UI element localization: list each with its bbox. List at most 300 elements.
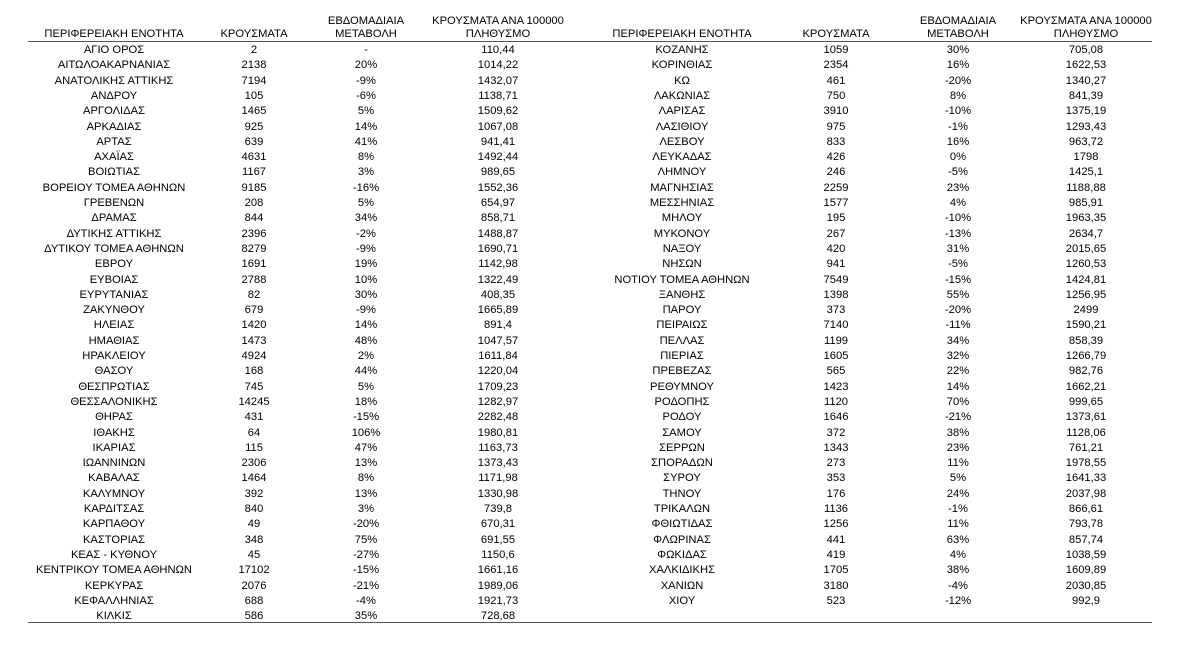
left-region-cell: ΚΑΛΥΜΝΟΥ — [82, 487, 146, 500]
right-weekly-change-cell: -10% — [944, 105, 972, 118]
header-cases-label: ΚΡΟΥΣΜΑΤΑ — [220, 28, 288, 40]
left-per100k-cell: 1322,49 — [477, 273, 519, 286]
right-weekly-change-cell: 70% — [946, 395, 970, 408]
right-per100k-cell: 2030,85 — [1065, 579, 1107, 592]
right-per100k-cell: 761,21 — [1068, 441, 1104, 454]
right-region-cell: ΧΙΟΥ — [668, 594, 696, 607]
header-per100k-line2: ΠΛΗΘΥΣΜΟ — [465, 28, 531, 40]
left-per100k-cell: 1282,97 — [477, 395, 519, 408]
left-per100k-cell: 1142,98 — [478, 258, 518, 271]
right-per100k-cell: 857,74 — [1068, 533, 1104, 546]
right-per100k-cell: 1375,19 — [1065, 105, 1107, 118]
table-row — [28, 487, 1152, 502]
right-region-cell: ΡΟΔΟΠΗΣ — [654, 395, 710, 408]
table-row — [28, 273, 1152, 288]
right-cases-cell: 1577 — [823, 197, 849, 209]
left-cases-cell: 4631 — [241, 151, 267, 164]
left-per100k-cell: 408,35 — [480, 288, 516, 301]
header-per100k-left — [424, 12, 572, 41]
right-weekly-change-cell: -20% — [944, 304, 972, 317]
right-per100k-cell: 1266,79 — [1065, 350, 1107, 362]
left-weekly-change-cell: -15% — [352, 564, 380, 577]
left-cases-cell: 4924 — [241, 350, 267, 362]
left-weekly-change-cell: -27% — [352, 548, 380, 561]
table-row — [28, 120, 1152, 135]
right-per100k-cell: 999,65 — [1068, 395, 1104, 408]
right-weekly-change-cell: 30% — [946, 44, 970, 56]
header-cases-right — [776, 12, 896, 41]
left-cases-cell: 688 — [244, 594, 264, 607]
table-row — [28, 196, 1152, 211]
left-cases-cell: 8279 — [241, 242, 267, 255]
table-row — [28, 58, 1152, 73]
left-weekly-change-cell: 5% — [357, 105, 375, 118]
right-region-cell: ΜΗΛΟΥ — [661, 212, 703, 225]
left-region-cell: ΘΑΣΟΥ — [94, 365, 134, 378]
left-weekly-change-cell: 35% — [354, 610, 378, 623]
left-cases-cell: 1167 — [241, 166, 267, 179]
left-region-cell: ΚΕΝΤΡΙΚΟΥ ΤΟΜΕΑ ΑΘΗΝΩΝ — [35, 564, 192, 577]
left-weekly-change-cell: - — [364, 44, 368, 56]
left-weekly-change-cell: -21% — [352, 579, 380, 592]
table-row — [28, 471, 1152, 486]
left-cases-cell: 208 — [244, 197, 264, 209]
left-per100k-cell: 1067,08 — [477, 120, 519, 133]
left-region-cell: ΙΩΑΝΝΙΝΩΝ — [82, 457, 146, 470]
right-cases-cell: 1059 — [823, 44, 849, 56]
right-per100k-cell: 1293,43 — [1065, 120, 1107, 133]
left-cases-cell: 2306 — [241, 457, 267, 470]
left-per100k-cell: 1432,07 — [477, 74, 519, 87]
right-weekly-change-cell: 11% — [947, 518, 969, 531]
left-per100k-cell: 110,44 — [481, 44, 515, 56]
table-row — [28, 502, 1152, 517]
table-row — [28, 456, 1152, 471]
table-row — [28, 227, 1152, 242]
header-weekly-change-right — [896, 12, 1020, 41]
table-row — [28, 441, 1152, 456]
left-per100k-cell: 1661,16 — [477, 564, 519, 577]
left-weekly-change-cell: 8% — [357, 151, 375, 164]
right-weekly-change-cell: 55% — [946, 288, 970, 301]
header-weekly-change-line2: ΜΕΤΑΒΟΛΗ — [927, 28, 989, 40]
table-row — [28, 395, 1152, 410]
right-cases-cell: 419 — [826, 548, 846, 561]
left-weekly-change-cell: 41% — [354, 135, 378, 148]
right-per100k-cell: 1609,89 — [1065, 564, 1107, 577]
right-cases-cell: 1136 — [823, 503, 849, 515]
left-region-cell: ΔΥΤΙΚΗΣ ΑΤΤΙΚΗΣ — [66, 227, 162, 240]
left-per100k-cell: 1709,23 — [477, 380, 519, 393]
right-cases-cell: 420 — [826, 242, 846, 255]
left-weekly-change-cell: -9% — [356, 304, 376, 317]
left-region-cell: ΚΙΛΚΙΣ — [96, 610, 132, 623]
right-per100k-cell: 1662,21 — [1065, 380, 1107, 393]
right-weekly-change-cell: 14% — [946, 380, 970, 393]
left-region-cell: ΑΧΑΪΑΣ — [94, 151, 134, 164]
left-region-cell: ΚΑΡΔΙΤΣΑΣ — [83, 503, 145, 515]
left-per100k-cell: 1014,22 — [477, 59, 519, 72]
left-cases-cell: 1464 — [241, 472, 267, 485]
right-weekly-change-cell: -1% — [948, 120, 968, 133]
left-cases-cell: 586 — [244, 610, 264, 623]
right-weekly-change-cell: 0% — [949, 151, 967, 164]
right-region-cell: ΚΟΡΙΝΘΙΑΣ — [651, 59, 713, 72]
left-per100k-cell: 891,4 — [484, 319, 512, 332]
right-cases-cell: 7549 — [823, 273, 849, 286]
right-region-cell: ΣΕΡΡΩΝ — [659, 441, 705, 454]
left-weekly-change-cell: 3% — [357, 503, 375, 515]
left-per100k-cell: 1150,6 — [481, 548, 515, 561]
right-region-cell: ΝΑΞΟΥ — [662, 242, 702, 255]
left-cases-cell: 1473 — [241, 334, 267, 347]
left-cases-cell: 2788 — [241, 273, 267, 286]
right-per100k-cell: 982,76 — [1068, 365, 1104, 378]
right-region-cell: ΠΡΕΒΕΖΑΣ — [652, 365, 712, 378]
right-weekly-change-cell: 16% — [946, 135, 970, 148]
left-weekly-change-cell: 44% — [354, 365, 378, 378]
header-region-label: ΠΕΡΙΦΕΡΕΙΑΚΗ ΕΝΟΤΗΤΑ — [44, 28, 184, 40]
left-weekly-change-cell: 19% — [354, 258, 378, 271]
left-region-cell: ΘΕΣΣΑΛΟΝΙΚΗΣ — [70, 395, 158, 408]
table-row — [28, 318, 1152, 333]
header-region-label: ΠΕΡΙΦΕΡΕΙΑΚΗ ΕΝΟΤΗΤΑ — [612, 28, 752, 40]
left-cases-cell: 2076 — [241, 579, 267, 592]
left-per100k-cell: 1138,71 — [478, 89, 518, 102]
table-row — [28, 242, 1152, 257]
right-weekly-change-cell: -21% — [944, 411, 972, 424]
left-region-cell: ΗΡΑΚΛΕΙΟΥ — [82, 350, 146, 362]
left-per100k-cell: 739,8 — [484, 503, 512, 515]
right-region-cell: ΛΑΚΩΝΙΑΣ — [653, 89, 711, 102]
table-row — [28, 43, 1152, 58]
table-row — [28, 349, 1152, 364]
left-region-cell: ΘΕΣΠΡΩΤΙΑΣ — [78, 380, 150, 393]
right-weekly-change-cell: -10% — [944, 212, 972, 225]
right-per100k-cell: 793,78 — [1068, 518, 1104, 531]
left-weekly-change-cell: 48% — [354, 334, 378, 347]
left-region-cell: ΒΟΡΕΙΟΥ ΤΟΜΕΑ ΑΘΗΝΩΝ — [42, 181, 186, 194]
header-weekly-change-line2: ΜΕΤΑΒΟΛΗ — [335, 28, 397, 40]
table-row — [28, 211, 1152, 226]
right-weekly-change-cell: 31% — [946, 242, 970, 255]
left-cases-cell: 1691 — [241, 258, 267, 271]
header-per100k-line1: ΚΡΟΥΣΜΑΤΑ ΑΝΑ 100000 — [432, 15, 564, 27]
left-per100k-cell: 941,41 — [480, 135, 516, 148]
left-region-cell: ΚΕΡΚΥΡΑΣ — [84, 579, 144, 592]
right-cases-cell: 1343 — [823, 441, 849, 454]
right-per100k-cell: 1622,53 — [1065, 59, 1107, 72]
header-per100k-line2: ΠΛΗΘΥΣΜΟ — [1053, 28, 1119, 40]
left-region-cell: ΒΟΙΩΤΙΑΣ — [88, 166, 140, 179]
right-region-cell: ΠΙΕΡΙΑΣ — [660, 350, 704, 362]
right-cases-cell: 373 — [826, 304, 846, 317]
right-per100k-cell: 1188,88 — [1066, 181, 1106, 194]
right-cases-cell: 565 — [826, 365, 846, 378]
table-row — [28, 594, 1152, 609]
right-per100k-cell: 1340,27 — [1065, 74, 1107, 87]
left-per100k-cell: 1980,81 — [477, 426, 519, 439]
left-per100k-cell: 728,68 — [480, 610, 516, 623]
right-per100k-cell: 1373,61 — [1065, 411, 1107, 424]
left-weekly-change-cell: 20% — [354, 59, 378, 72]
left-region-cell: ΚΑΒΑΛΑΣ — [88, 472, 140, 485]
left-region-cell: ΑΙΤΩΛΟΑΚΑΡΝΑΝΙΑΣ — [57, 59, 171, 72]
left-per100k-cell: 1047,57 — [477, 334, 519, 347]
left-weekly-change-cell: 75% — [354, 533, 378, 546]
left-cases-cell: 925 — [244, 120, 264, 133]
left-region-cell: ΚΕΑΣ - ΚΥΘΝΟΥ — [70, 548, 158, 561]
left-cases-cell: 840 — [244, 503, 264, 515]
right-cases-cell: 1199 — [823, 334, 849, 347]
left-region-cell: ΑΝΑΤΟΛΙΚΗΣ ΑΤΤΙΚΗΣ — [54, 74, 174, 87]
left-per100k-cell: 1509,62 — [477, 105, 519, 118]
right-cases-cell: 441 — [826, 533, 846, 546]
left-cases-cell: 105 — [244, 89, 264, 102]
left-region-cell: ΕΥΡΥΤΑΝΙΑΣ — [79, 288, 149, 301]
right-cases-cell: 833 — [826, 135, 846, 148]
table-row — [28, 150, 1152, 165]
right-weekly-change-cell: 38% — [946, 426, 970, 439]
right-per100k-cell: 1128,06 — [1066, 426, 1106, 439]
right-per100k-cell: 2499 — [1073, 304, 1099, 317]
right-region-cell: ΛΕΣΒΟΥ — [659, 135, 705, 148]
header-weekly-change-left — [308, 12, 424, 41]
right-per100k-cell: 1590,21 — [1065, 319, 1107, 332]
left-per100k-cell: 1373,43 — [477, 457, 519, 470]
right-cases-cell: 975 — [826, 120, 846, 133]
right-cases-cell: 3910 — [823, 105, 849, 118]
right-region-cell: ΧΑΛΚΙΔΙΚΗΣ — [648, 564, 715, 577]
right-per100k-cell: 1425,1 — [1068, 166, 1104, 179]
right-weekly-change-cell: 23% — [946, 441, 970, 454]
right-per100k-cell: 2037,98 — [1065, 487, 1107, 500]
right-weekly-change-cell: 4% — [949, 197, 967, 209]
left-region-cell: ΚΕΦΑΛΛΗΝΙΑΣ — [74, 594, 154, 607]
right-weekly-change-cell: -5% — [948, 258, 968, 271]
right-region-cell: ΛΑΡΙΣΑΣ — [658, 105, 706, 118]
table-row — [28, 181, 1152, 196]
right-weekly-change-cell: 22% — [946, 365, 970, 378]
left-cases-cell: 168 — [244, 365, 264, 378]
right-cases-cell: 2354 — [823, 59, 849, 72]
left-region-cell: ΕΒΡΟΥ — [94, 258, 134, 271]
left-region-cell: ΑΓΙΟ ΟΡΟΣ — [83, 44, 145, 56]
left-per100k-cell: 1690,71 — [477, 242, 519, 255]
left-weekly-change-cell: 34% — [354, 212, 378, 225]
right-cases-cell: 176 — [826, 487, 846, 500]
left-weekly-change-cell: 47% — [354, 441, 378, 454]
right-weekly-change-cell: 5% — [949, 472, 967, 485]
table-bottom-divider — [28, 622, 1152, 623]
table-row — [28, 579, 1152, 594]
left-cases-cell: 745 — [244, 380, 264, 393]
right-cases-cell: 372 — [826, 426, 846, 439]
right-cases-cell: 353 — [826, 472, 846, 485]
left-per100k-cell: 1220,04 — [477, 365, 519, 378]
table-row — [28, 104, 1152, 119]
right-per100k-cell: 985,91 — [1068, 197, 1104, 209]
right-per100k-cell: 963,72 — [1068, 135, 1104, 148]
left-region-cell: ΗΜΑΘΙΑΣ — [88, 334, 140, 347]
right-weekly-change-cell: 4% — [949, 548, 967, 561]
header-weekly-change-line1: ΕΒΔΟΜΑΔΙΑΙΑ — [327, 15, 405, 27]
right-weekly-change-cell: 34% — [946, 334, 970, 347]
left-per100k-cell: 691,55 — [480, 533, 516, 546]
table-row — [28, 380, 1152, 395]
right-per100k-cell: 2015,65 — [1065, 242, 1107, 255]
right-region-cell: ΦΛΩΡΙΝΑΣ — [653, 533, 711, 546]
table-row — [28, 135, 1152, 150]
right-cases-cell: 1605 — [823, 350, 849, 362]
left-per100k-cell: 1492,44 — [477, 151, 519, 164]
right-cases-cell: 1256 — [823, 518, 849, 531]
header-region-left — [28, 12, 200, 41]
right-region-cell: ΦΘΙΩΤΙΔΑΣ — [651, 518, 713, 531]
right-weekly-change-cell: 63% — [946, 533, 970, 546]
left-region-cell: ΖΑΚΥΝΘΟΥ — [83, 304, 145, 317]
right-cases-cell: 1423 — [823, 380, 849, 393]
left-per100k-cell: 1921,73 — [477, 594, 519, 607]
right-per100k-cell: 1978,55 — [1065, 457, 1107, 470]
right-region-cell: ΣΑΜΟΥ — [662, 426, 702, 439]
right-per100k-cell: 992,9 — [1072, 594, 1100, 607]
left-cases-cell: 348 — [244, 533, 264, 546]
right-cases-cell: 1646 — [823, 411, 849, 424]
left-weekly-change-cell: 8% — [357, 472, 375, 485]
right-weekly-change-cell: 11% — [947, 457, 969, 470]
left-weekly-change-cell: -16% — [352, 181, 380, 194]
left-per100k-cell: 1665,89 — [477, 304, 519, 317]
left-cases-cell: 431 — [244, 411, 264, 424]
left-weekly-change-cell: 14% — [354, 120, 378, 133]
right-per100k-cell: 841,39 — [1068, 89, 1104, 102]
left-region-cell: ΚΑΣΤΟΡΙΑΣ — [82, 533, 146, 546]
right-region-cell: ΛΕΥΚΑΔΑΣ — [652, 151, 712, 164]
right-region-cell: ΜΥΚΟΝΟΥ — [653, 227, 711, 240]
right-per100k-cell: 858,39 — [1068, 334, 1104, 347]
left-weekly-change-cell: 5% — [357, 197, 375, 209]
right-weekly-change-cell: 23% — [946, 181, 970, 194]
right-region-cell: ΛΗΜΝΟΥ — [657, 166, 707, 179]
right-weekly-change-cell: 32% — [946, 350, 970, 362]
left-region-cell: ΚΑΡΠΑΘΟΥ — [82, 518, 146, 531]
left-region-cell: ΙΚΑΡΙΑΣ — [92, 441, 136, 454]
right-weekly-change-cell: -1% — [948, 503, 968, 515]
left-cases-cell: 115 — [245, 441, 263, 454]
left-weekly-change-cell: -2% — [356, 227, 376, 240]
right-region-cell: ΜΑΓΝΗΣΙΑΣ — [650, 181, 714, 194]
right-region-cell: ΜΕΣΣΗΝΙΑΣ — [649, 197, 715, 209]
right-cases-cell: 1398 — [823, 288, 849, 301]
left-per100k-cell: 1488,87 — [477, 227, 519, 240]
left-weekly-change-cell: 10% — [354, 273, 378, 286]
left-cases-cell: 82 — [247, 288, 261, 301]
right-region-cell: ΚΩ — [674, 74, 690, 87]
right-region-cell: ΝΗΣΩΝ — [662, 258, 702, 271]
left-weekly-change-cell: 14% — [354, 319, 378, 332]
right-region-cell: ΠΕΛΛΑΣ — [659, 334, 705, 347]
right-per100k-cell: 1256,95 — [1065, 288, 1107, 301]
right-cases-cell: 523 — [826, 594, 846, 607]
header-weekly-change-line1: ΕΒΔΟΜΑΔΙΑΙΑ — [919, 15, 997, 27]
right-per100k-cell: 866,61 — [1068, 503, 1104, 515]
header-per100k-right — [1020, 12, 1152, 41]
table-row — [28, 165, 1152, 180]
left-region-cell: ΘΗΡΑΣ — [95, 411, 133, 424]
left-per100k-cell: 1989,06 — [477, 579, 519, 592]
right-per100k-cell: 1038,59 — [1065, 548, 1107, 561]
table-row — [28, 426, 1152, 441]
right-region-cell: ΡΕΘΥΜΝΟΥ — [650, 380, 714, 393]
right-region-cell: ΛΑΣΙΘΙΟΥ — [655, 120, 709, 133]
left-weekly-change-cell: -9% — [356, 74, 376, 87]
right-region-cell: ΦΩΚΙΔΑΣ — [657, 548, 707, 561]
table-row — [28, 303, 1152, 318]
right-region-cell: ΝΟΤΙΟΥ ΤΟΜΕΑ ΑΘΗΝΩΝ — [614, 273, 750, 286]
left-weekly-change-cell: 13% — [354, 457, 378, 470]
left-region-cell: ΙΘΑΚΗΣ — [93, 426, 135, 439]
header-cases-left — [200, 12, 308, 41]
right-per100k-cell: 1798 — [1073, 151, 1099, 164]
header-divider — [28, 41, 1152, 42]
left-per100k-cell: 1611,84 — [478, 350, 518, 362]
left-cases-cell: 392 — [244, 487, 264, 500]
left-cases-cell: 639 — [244, 135, 264, 148]
left-cases-cell: 49 — [247, 518, 261, 531]
table-row — [28, 364, 1152, 379]
left-cases-cell: 844 — [244, 212, 264, 225]
right-cases-cell: 941 — [826, 258, 846, 271]
left-cases-cell: 2138 — [241, 59, 267, 72]
right-region-cell: ΤΡΙΚΑΛΩΝ — [653, 503, 711, 515]
left-weekly-change-cell: -6% — [356, 89, 376, 102]
header-region-right — [588, 12, 776, 41]
table-row — [28, 533, 1152, 548]
left-per100k-cell: 1163,73 — [478, 441, 518, 454]
left-per100k-cell: 989,65 — [480, 166, 516, 179]
right-cases-cell: 7140 — [823, 319, 849, 332]
left-per100k-cell: 670,31 — [480, 518, 516, 531]
right-weekly-change-cell: 38% — [946, 564, 970, 577]
left-region-cell: ΑΝΔΡΟΥ — [90, 89, 138, 102]
right-cases-cell: 267 — [826, 227, 846, 240]
left-region-cell: ΔΥΤΙΚΟΥ ΤΟΜΕΑ ΑΘΗΝΩΝ — [44, 242, 184, 255]
right-cases-cell: 461 — [826, 74, 846, 87]
right-weekly-change-cell: -20% — [944, 74, 972, 87]
left-cases-cell: 7194 — [241, 74, 267, 87]
left-region-cell: ΓΡΕΒΕΝΩΝ — [83, 197, 145, 209]
table-row — [28, 517, 1152, 532]
right-cases-cell: 750 — [826, 89, 846, 102]
left-weekly-change-cell: 30% — [354, 288, 378, 301]
table-row — [28, 563, 1152, 578]
right-cases-cell: 426 — [826, 151, 846, 164]
left-cases-cell: 679 — [244, 304, 264, 317]
left-cases-cell: 64 — [247, 426, 261, 439]
left-weekly-change-cell: 5% — [357, 380, 375, 393]
left-per100k-cell: 1171,98 — [478, 472, 518, 485]
left-per100k-cell: 1552,36 — [477, 181, 519, 194]
left-cases-cell: 9185 — [241, 181, 267, 194]
header-per100k-line1: ΚΡΟΥΣΜΑΤΑ ΑΝΑ 100000 — [1020, 15, 1152, 27]
left-region-cell: ΕΥΒΟΙΑΣ — [89, 273, 139, 286]
left-cases-cell: 2396 — [241, 227, 267, 240]
left-weekly-change-cell: 13% — [354, 487, 378, 500]
left-weekly-change-cell: 2% — [357, 350, 375, 362]
left-region-cell: ΗΛΕΙΑΣ — [93, 319, 135, 332]
right-cases-cell: 273 — [826, 457, 846, 470]
